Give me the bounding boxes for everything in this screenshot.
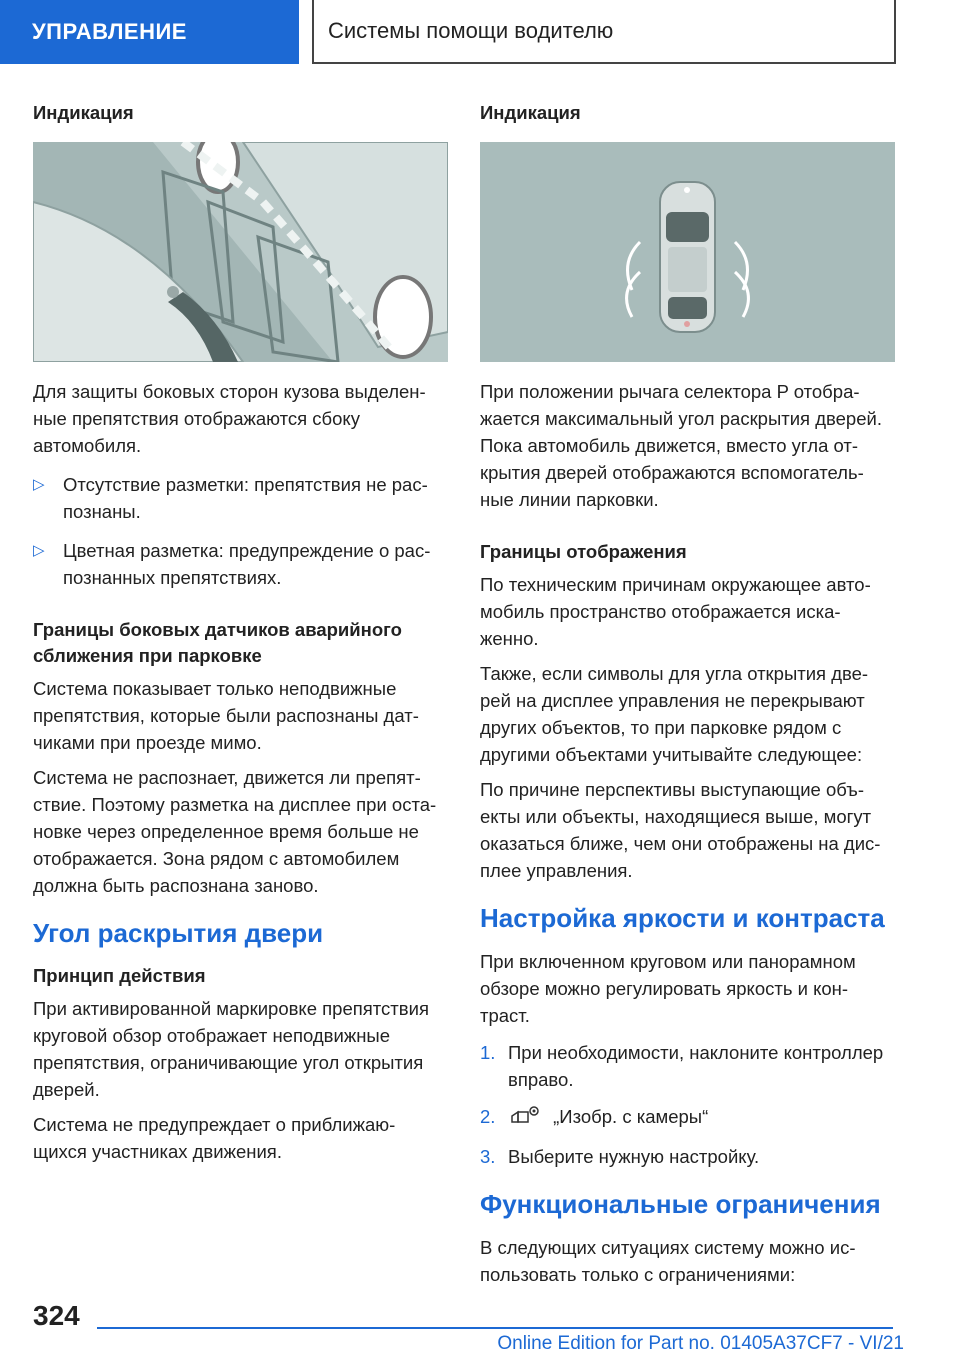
step-text: При необходимости, наклоните контроллер вправо. <box>508 1042 884 1090</box>
list-item-text: Отсутствие разметки: препятствия не рас-познаны. <box>63 474 428 522</box>
paragraph: При положении рычага селектора P отобра-жается максимальный угол раскрытия дверей. Пока автомобиль движется, вместо угла от-крытия дверей отображаются вспомогатель-ные линии парковки. <box>480 381 882 510</box>
step-number: 2. <box>480 1106 496 1127</box>
step-number: 1. <box>480 1042 496 1063</box>
list-item <box>33 537 448 591</box>
paragraph: Система не распознает, движется ли препят-ствие. Поэтому разметка на дисплее при оста-новке через определенное время больше не отображается. Зона рядом с автомобилем должна быть распознана заново. <box>33 767 437 896</box>
list-item-text: Цветная разметка: предупреждение о рас-познанных препятствиях. <box>63 540 431 588</box>
step-text: „Изобр. с камеры“ <box>553 1106 709 1127</box>
heading-indication-left: Индикация <box>33 102 134 123</box>
paragraph: В следующих ситуациях систему можно ис-пользовать только с ограничениями: <box>480 1236 856 1285</box>
paragraph: Для защиты боковых сторон кузова выделен-ные препятствия отображаются сбоку автомобиля. <box>33 381 426 456</box>
heading-principle: Принцип действия <box>33 965 206 986</box>
section-heading-limitations: Функциональные ограничения <box>480 1188 881 1219</box>
paragraph: По техническим причинам окружающее авто-мобиль пространство отображается иска-женно. <box>480 574 871 649</box>
section-tab: УПРАВЛЕНИЕ <box>0 0 299 64</box>
triangle-right-icon: ▷ <box>33 542 45 559</box>
heading-indication-right: Индикация <box>480 102 581 123</box>
paragraph: Также, если символы для угла открытия две-рей на дисплее управления не перекрывают других объектов, то при парковке рядом с другими объектами учитывайте следующее: <box>480 663 869 765</box>
paragraph: При активированной маркировке препятствия круговой обзор отображает неподвижные препятствия, ограничивающие угол открытия дверей. <box>33 998 429 1100</box>
chapter-title: Системы помощи водителю <box>312 0 896 64</box>
step-item <box>480 1143 895 1170</box>
step-item <box>480 1103 895 1133</box>
paragraph: Система показывает только неподвижные препятствия, которые были распознаны дат-чиками при проезде мимо. <box>33 678 419 753</box>
section-heading-brightness: Настройка яркости и контраста <box>480 903 885 933</box>
section-heading-door-angle: Угол раскрытия двери <box>33 918 324 948</box>
paragraph: При включенном круговом или панорамном обзоре можно регулировать яркость и кон-траст. <box>480 951 856 1026</box>
triangle-right-icon: ▷ <box>33 476 45 493</box>
step-item <box>480 1039 895 1093</box>
camera-settings-icon <box>508 1104 548 1133</box>
paragraph: Система не предупреждает о приближаю-щихся участниках движения. <box>33 1114 396 1162</box>
left-column <box>33 100 448 1173</box>
page-number: 324 <box>33 1300 80 1331</box>
footer-divider <box>97 1327 893 1329</box>
heading-display-limits: Границы отображения <box>480 541 687 562</box>
step-number: 3. <box>480 1145 496 1167</box>
list-item <box>33 471 448 525</box>
right-column <box>480 100 895 1296</box>
heading-sensor-limits: Границы боковых датчиков аварийного сближения при парковке <box>33 619 402 666</box>
step-text: Выберите нужную настройку. <box>508 1145 760 1167</box>
paragraph: По причине перспективы выступающие объ-екты или объекты, находящиеся выше, могут оказаться ближе, чем они отображены на дис-плее управления. <box>480 779 881 881</box>
footer-edition: Online Edition for Part no. 01405A37CF7 - VI/21 <box>497 1333 904 1354</box>
door-angle-illustration <box>480 142 895 362</box>
side-obstacle-illustration <box>33 142 448 362</box>
